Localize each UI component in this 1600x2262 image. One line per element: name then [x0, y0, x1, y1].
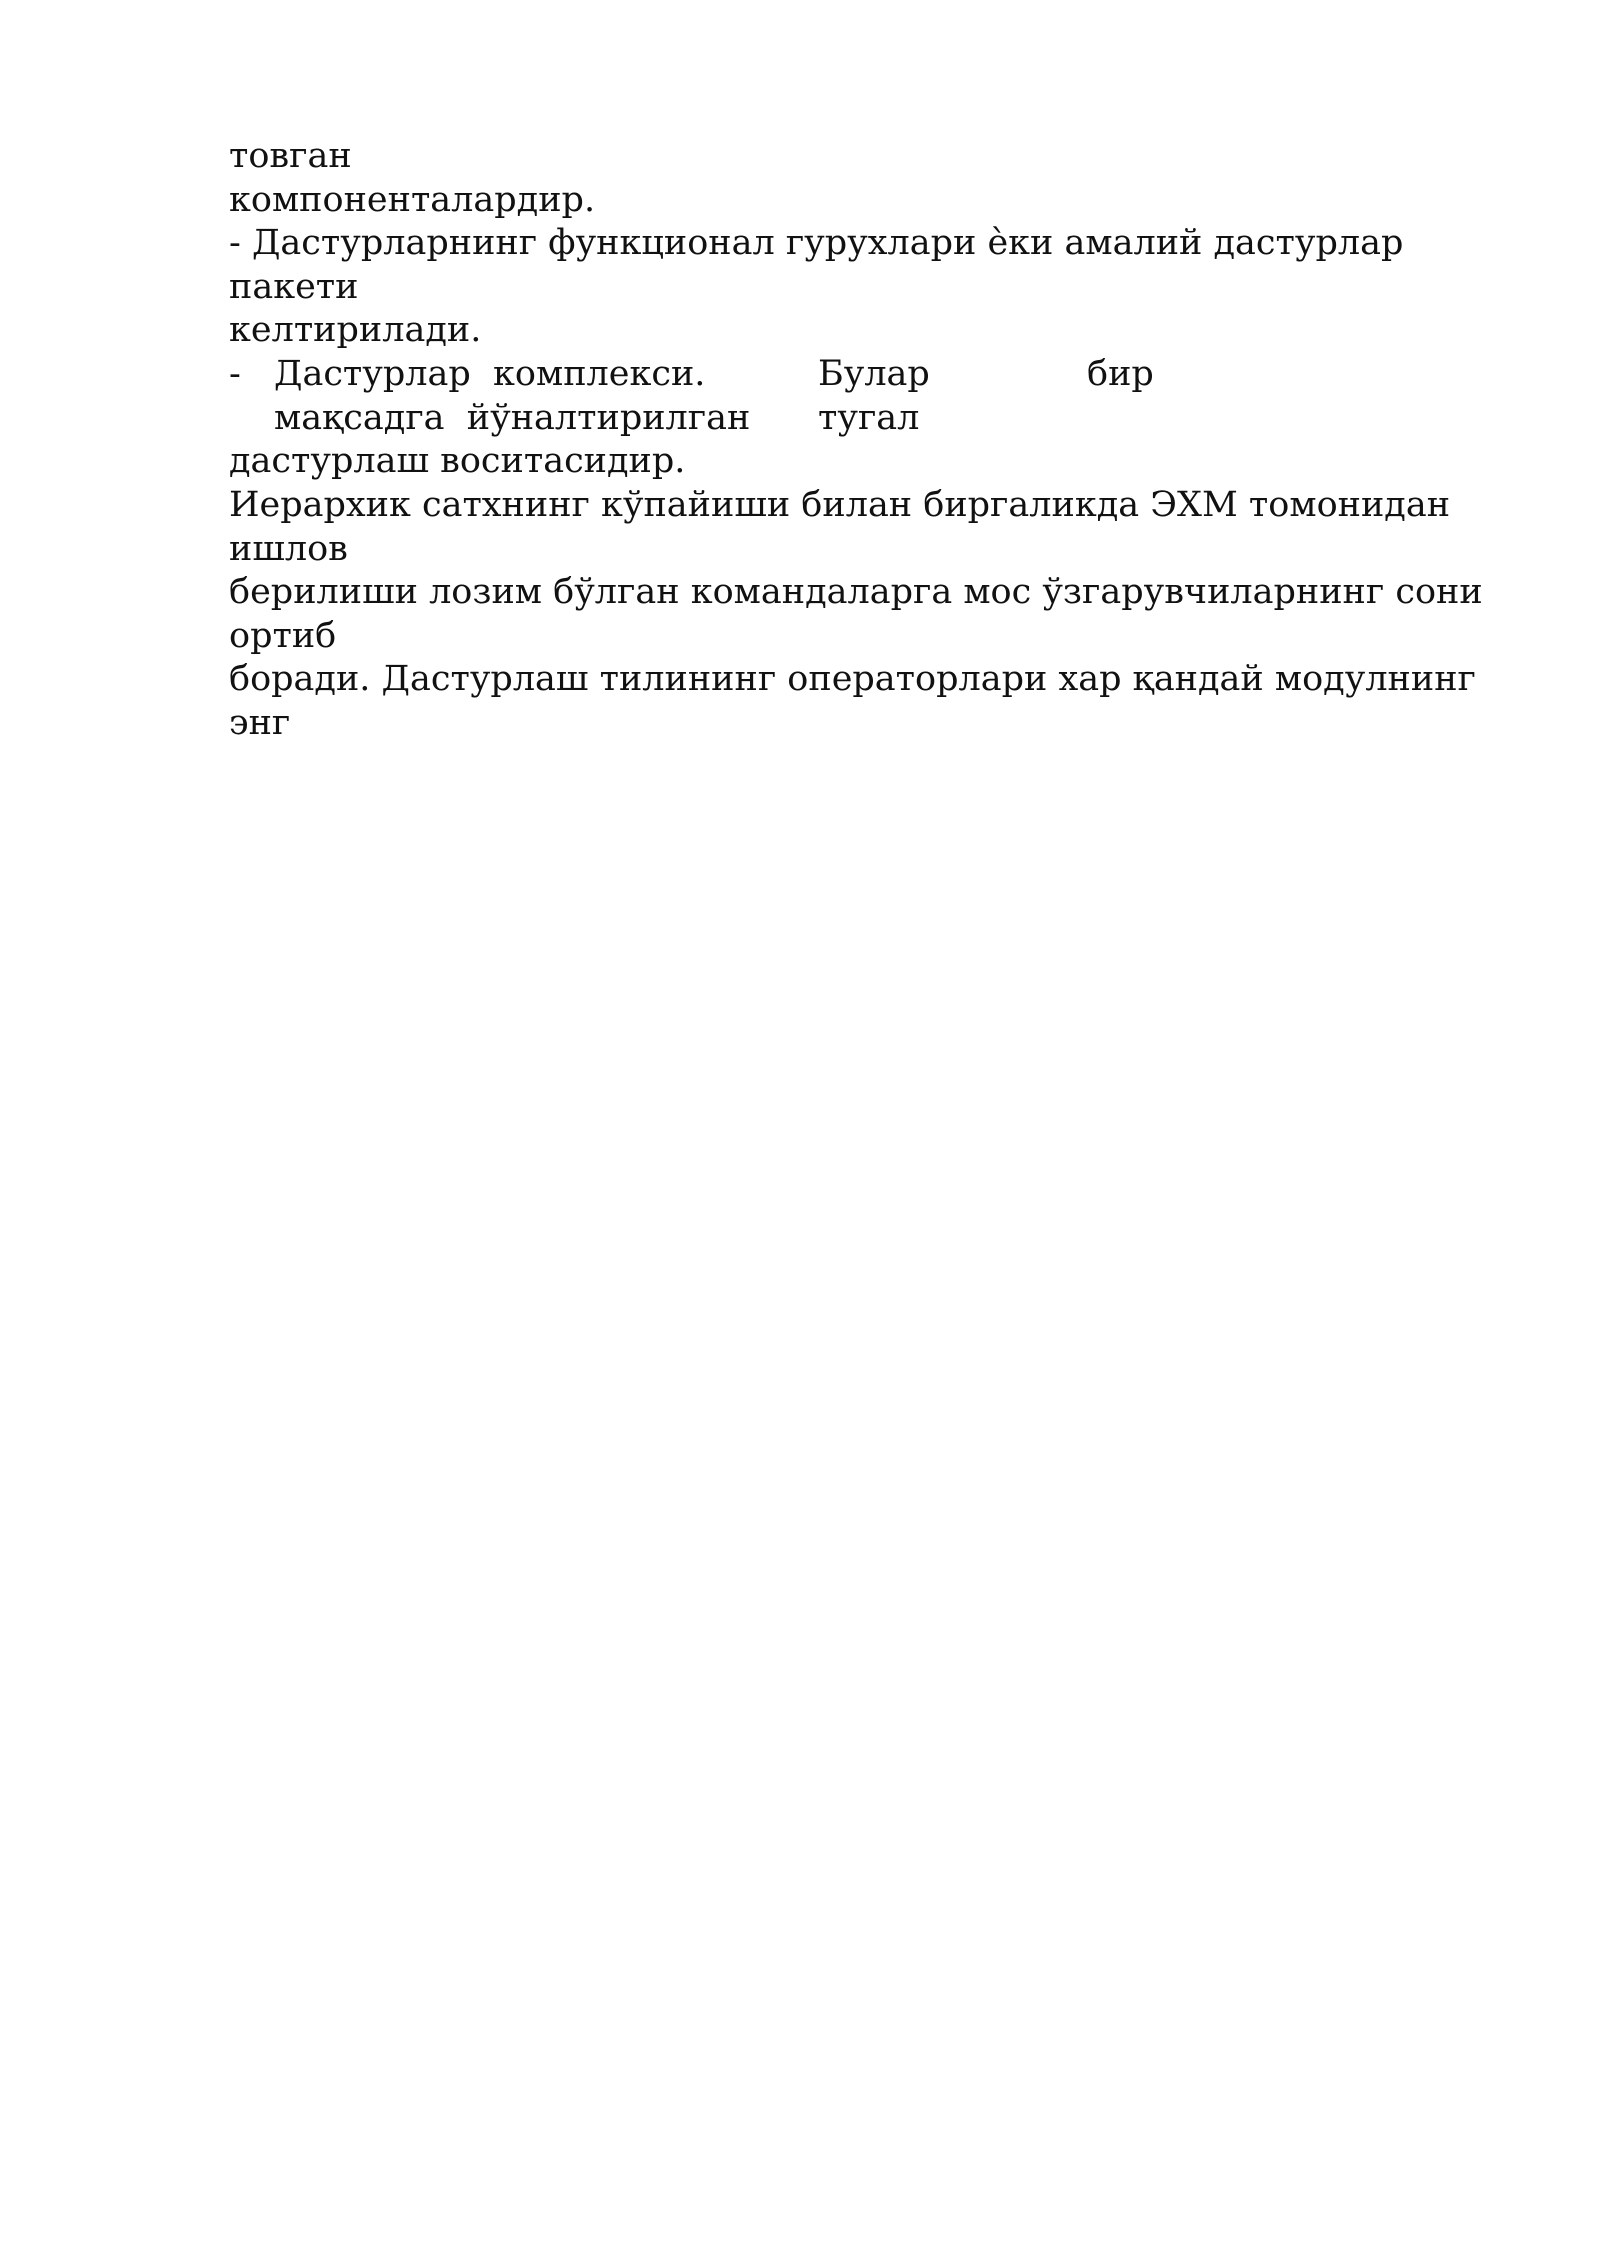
text-line: келтирилади.: [229, 310, 482, 350]
text-line: боради. Дастурлаш тилининг операторлари хар қандай модулнинг: [229, 659, 1476, 699]
text-line: ортиб: [229, 616, 337, 656]
bullet-text: бир: [1087, 354, 1154, 394]
text-line: мақсадга йўналтирилган: [274, 398, 751, 438]
text-line: товган: [229, 136, 352, 176]
bullet-text: Булар: [818, 354, 930, 394]
bullet-text: Дастурлар комплекси.: [274, 354, 706, 394]
text-line: Иерархик сатхнинг кўпайиши билан биргаликда ЭХМ томонидан: [229, 485, 1451, 525]
text-line: энг: [229, 703, 291, 743]
text-line: тугал: [818, 398, 920, 438]
text-line: пакети: [229, 267, 359, 307]
bullet-line: - Дастурларнинг функционал гурухлари ѐки амалий дастурлар: [229, 223, 1404, 263]
text-line: компоненталардир.: [229, 180, 596, 220]
text-line: берилиши лозим бўлган командаларга мос ўзгарувчиларнинг сони: [229, 572, 1483, 612]
bullet-dash: -: [229, 354, 241, 394]
text-line: ишлов: [229, 529, 348, 569]
text-line: дастурлаш воситасидир.: [229, 441, 686, 481]
